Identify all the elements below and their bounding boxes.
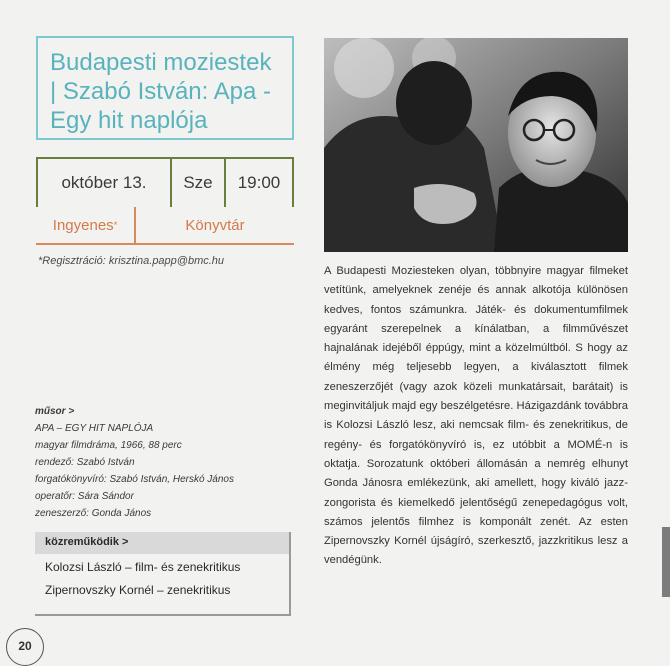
program-heading: műsor > <box>35 406 75 417</box>
event-day: Sze <box>172 159 226 207</box>
film-still-image <box>324 38 628 252</box>
collaborators-heading: közreműködik > <box>35 532 289 554</box>
event-price <box>36 207 136 243</box>
program-line: forgatókönyvíró: Szabó István, Herskó János <box>35 474 234 485</box>
event-title: Budapesti moziestek | Szabó István: Apa - Egy hit naplója <box>36 36 294 140</box>
program-line: rendező: Szabó István <box>35 457 135 468</box>
event-venue: Könyvtár <box>185 216 245 234</box>
program-line: magyar filmdráma, 1966, 88 perc <box>35 440 182 451</box>
film-still-photo <box>324 38 628 252</box>
event-time: 19:00 <box>237 173 281 192</box>
registration-note: *Regisztráció: krisztina.papp@bmc.hu <box>38 255 225 267</box>
page-number: 20 <box>6 628 44 666</box>
program-line: zeneszerző: Gonda János <box>35 508 152 519</box>
article-body: A Budapesti Moziesteken olyan, többnyire magyar filmeket vetítünk, amelyeknek zenéje és annak alkotója különösen kedves, fontos számunkra. Játék- és dokumentumfilmek egyaránt szerepelnek a kínálatban, a filmművészet hajnalának idejéből éppúgy, mint a közelmúltból. S hogy az élmény még teljesebb legyen, a kiválasztott filmek zeneszerzőjét (vagy azok közeli munkatársait, barátait) is meginvitáljuk majd egy beszélgetésre. Házigazdánk továbbra is Kolozsi László lesz, aki nemcsak film- és zenekritikus, de regény- és forgatókönyvíró is, ez utóbbit a MOMÉ-n is oktatja. Sorozatunk októberi állomásán a nemrég elhunyt Gonda Jánosra emlékezünk, aki amellett, hogy kiváló jazz-zongorista és kiemelkedő jelentőségű zenepedagógus volt, számos jelentős filmhez is komponált zenét. Az esten Zipernovszky Kornél újságíró, szerkesztő, jazzkritikus lesz a vendégünk. <box>324 265 628 567</box>
event-info-top <box>36 157 294 207</box>
event-info-bottom <box>36 207 294 245</box>
program-line: operatőr: Sára Sándor <box>35 491 134 502</box>
event-price-mark: * <box>113 220 118 230</box>
event-date: október 13. <box>38 159 172 207</box>
collaborator-line: Kolozsi László – film- és zenekritikus <box>45 560 241 574</box>
program-list <box>35 403 295 522</box>
event-price-label: Ingyenes <box>52 216 114 234</box>
page-edge-tab <box>662 527 670 597</box>
collaborators-box <box>35 532 291 616</box>
collaborator-line: Zipernovszky Kornél – zenekritikus <box>45 583 231 597</box>
program-line: APA – EGY HIT NAPLÓJA <box>35 423 154 434</box>
